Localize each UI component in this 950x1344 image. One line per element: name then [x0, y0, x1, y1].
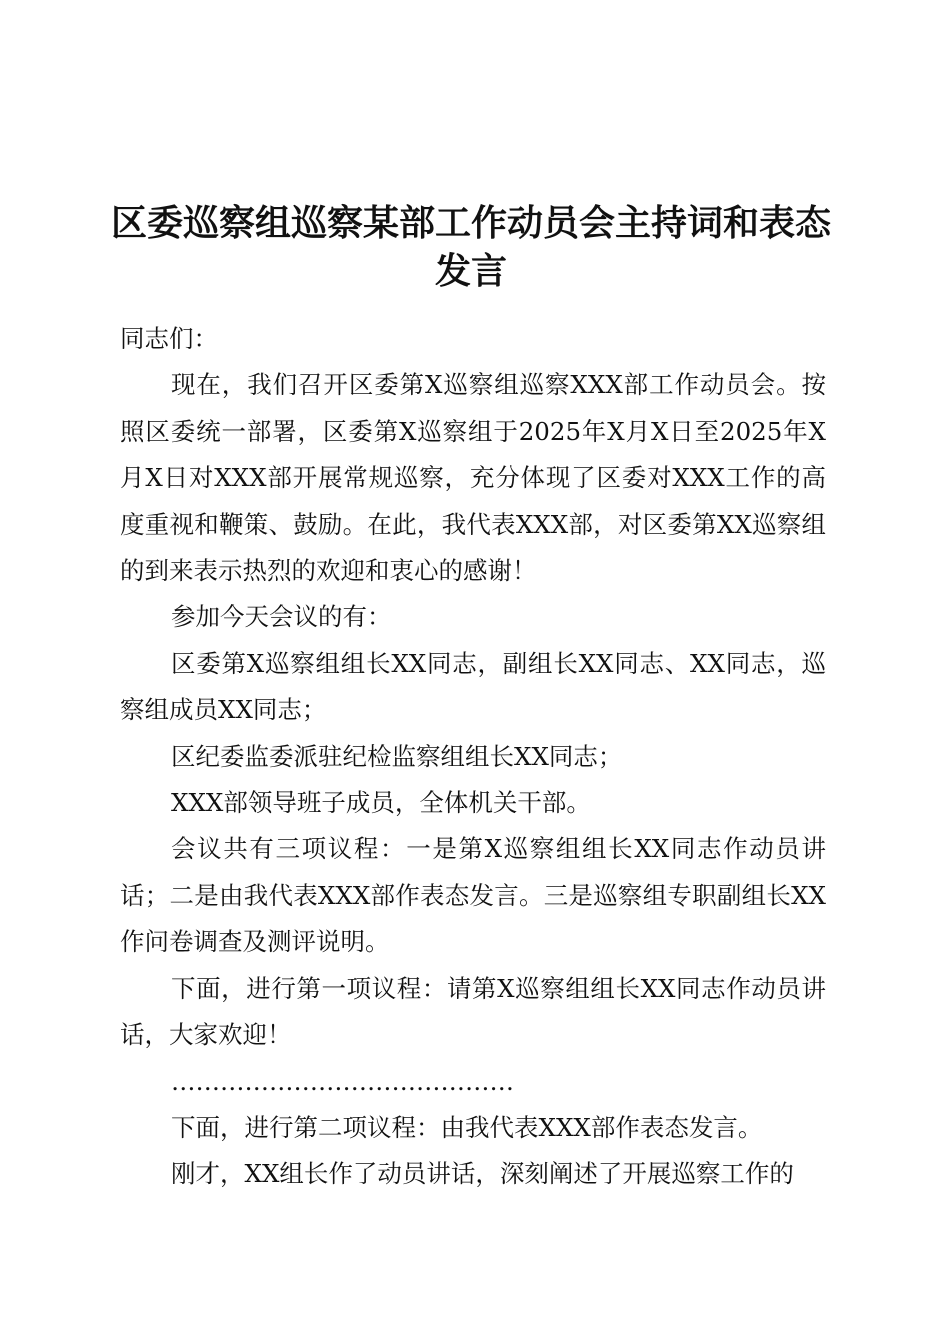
document-body [120, 316, 826, 1198]
second-agenda-item: 下面，进行第二项议程：由我代表XXX部作表态发言。 [171, 1112, 763, 1142]
ellipsis-line: …………………………………… [171, 1066, 514, 1096]
statement-paragraph: 刚才，XX组长作了动员讲话，深刻阐述了开展巡察工作的 [171, 1159, 794, 1189]
attendees-department: XXX部领导班子成员，全体机关干部。 [171, 788, 591, 818]
attendees-inspection-group: 区委第X巡察组组长XX同志，副组长XX同志、XX同志，巡察组成员XX同志； [120, 648, 826, 725]
agenda-paragraph: 会议共有三项议程：一是第X巡察组组长XX同志作动员讲话；二是由我代表XXX部作表态发言。三是巡察组专职副组长XX作问卷调查及测评说明。 [120, 834, 826, 957]
document-title: 区委巡察组巡察某部工作动员会主持词和表态发言 [110, 202, 831, 293]
attendees-discipline-group: 区纪委监委派驻纪检监察组组长XX同志； [171, 741, 623, 771]
salutation: 同志们： [120, 324, 218, 353]
first-agenda-item: 下面，进行第一项议程：请第X巡察组组长XX同志作动员讲话，大家欢迎！ [120, 973, 826, 1050]
attendees-intro: 参加今天会议的有： [171, 602, 392, 632]
opening-paragraph: 现在，我们召开区委第X巡察组巡察XXX部工作动员会。按照区委统一部署，区委第X巡察组于2025年X月X日至2025年X月X日对XXX部开展常规巡察，充分体现了区委对XXX工作的高度重视和鞭策、鼓励。在此，我代表XXX部，对区委第XX巡察组的到来表示热烈的欢迎和衷心的感谢！ [120, 370, 826, 586]
